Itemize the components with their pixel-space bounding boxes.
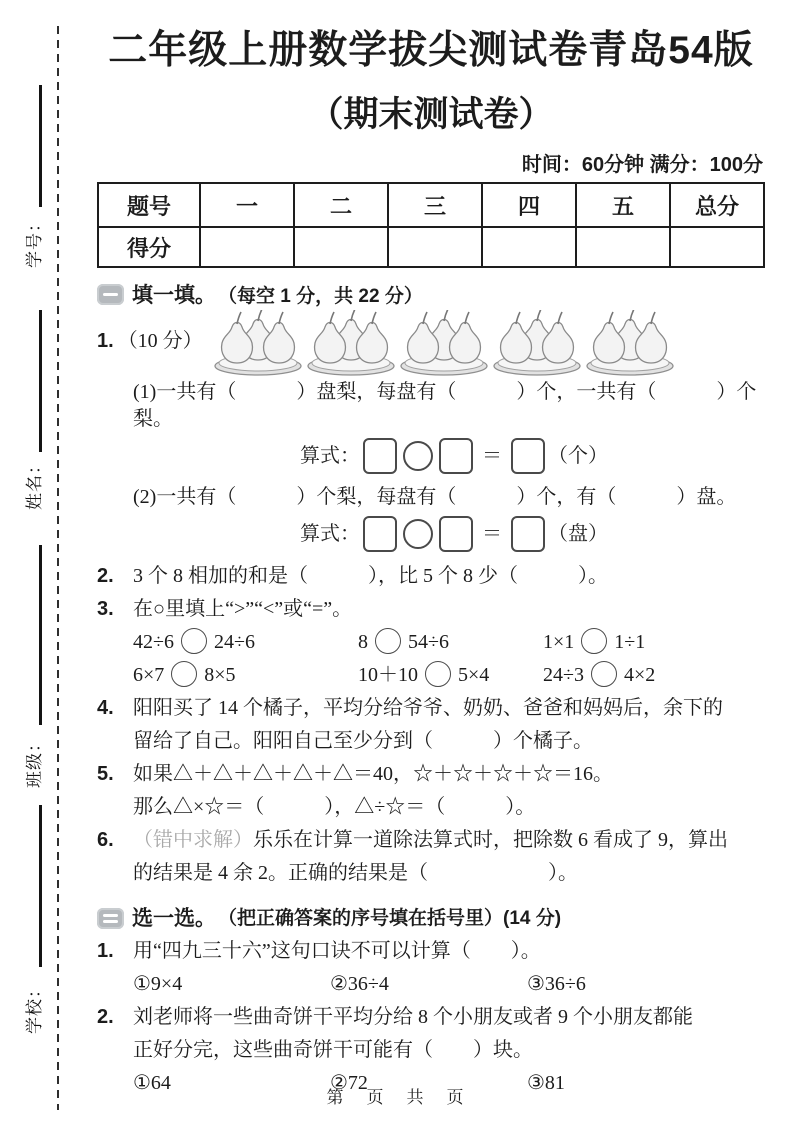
question-1 — [97, 310, 765, 376]
option-item: ①9×4 — [133, 973, 183, 995]
binding-dashed-line — [57, 26, 59, 1110]
paper-content — [97, 0, 765, 1100]
choice-question-1 — [97, 935, 765, 968]
score-table-header-cell: 二 — [294, 183, 388, 227]
question-text-line: （错中求解）乐乐在计算一道除法算式时，把除数 6 看成了 9，算出 — [133, 829, 728, 851]
question-6 — [97, 824, 765, 890]
question-number: 3. — [97, 598, 114, 620]
comparison-right: 4×2 — [623, 664, 656, 686]
question-1-part-1: (1)一共有（ ）盘梨，每盘有（ ）个，一共有（ ）个梨。 — [133, 381, 757, 430]
section-one-title: 填一填。 — [132, 284, 216, 307]
hint-tag: （错中求解） — [133, 829, 253, 851]
question-text — [133, 692, 765, 758]
question-text-line: 那么△×☆＝（ ），△÷☆＝（ ）。 — [133, 796, 536, 818]
score-table-header-cell: 总分 — [670, 183, 764, 227]
score-table-header-cell: 五 — [576, 183, 670, 227]
formula-label: 算式： — [300, 523, 360, 545]
question-text — [133, 1001, 765, 1067]
section-two-badge-icon — [97, 908, 124, 929]
comparison-answer-circle — [581, 628, 607, 654]
question-2 — [97, 560, 765, 593]
question-text-line: 如果△＋△＋△＋△＋△＝40，☆＋☆＋☆＋☆＝16。 — [133, 763, 613, 785]
comparison-item — [133, 659, 358, 692]
section-one-badge-icon — [97, 284, 124, 305]
question-text-line: 正好分完，这些曲奇饼干可能有（ ）块。 — [133, 1039, 533, 1061]
question-text-line: 的结果是 4 余 2。正确的结果是（ ）。 — [133, 862, 578, 884]
section-two-header — [97, 902, 765, 935]
score-table-header-cell: 一 — [200, 183, 294, 227]
comparison-left: 42÷6 — [133, 631, 174, 653]
comparison-answer-circle — [171, 661, 197, 687]
score-table — [97, 182, 765, 268]
student-id-label: 学号： — [25, 214, 44, 268]
choice-question-2 — [97, 1001, 765, 1067]
formula-operator-circle — [403, 441, 433, 471]
section-two-note: （把正确答案的序号填在括号里）(14 分) — [218, 908, 562, 929]
comparison-item — [543, 659, 765, 692]
comparison-right: 5×4 — [458, 664, 490, 686]
formula-blank-box — [439, 516, 473, 552]
pear-plates-illustration — [213, 310, 675, 381]
section-one-header — [97, 280, 765, 308]
comparison-item — [133, 626, 358, 659]
comparison-left: 8 — [358, 631, 368, 653]
comparison-answer-circle — [181, 628, 207, 654]
question-text-line: 留给了自己。阳阳自己至少分到（ ）个橘子。 — [133, 730, 593, 752]
formula-label: 算式： — [300, 445, 360, 467]
name-label: 姓名： — [25, 456, 44, 510]
comparison-left: 1×1 — [543, 631, 575, 653]
question-4 — [97, 692, 765, 758]
formula-unit: （个） — [548, 445, 608, 467]
class-label: 班级： — [25, 734, 44, 788]
comparison-left: 24÷3 — [543, 664, 584, 686]
question-3 — [97, 593, 765, 626]
comparison-right: 1÷1 — [614, 631, 646, 653]
question-text: 3 个 8 相加的和是（ ），比 5 个 8 少（ ）。 — [133, 565, 608, 587]
score-label-cell: 得分 — [98, 227, 200, 267]
formula-blank-box — [511, 438, 545, 474]
comparison-left: 10＋10 — [358, 664, 418, 686]
score-table-header-cell: 题号 — [98, 183, 200, 227]
option-item: ②36÷4 — [330, 973, 389, 995]
option-item: ①64 — [133, 1072, 171, 1094]
question-number: 2. — [97, 565, 114, 587]
exam-meta: 时间：60分钟 满分：100分 — [521, 154, 763, 176]
question-number: 2. — [97, 1006, 114, 1028]
formula-blank-box — [363, 438, 397, 474]
sidebar-divider-line — [39, 85, 42, 207]
page-subtitle: （期末测试卷） — [308, 95, 554, 134]
footer-page-label: 第 页 共 页 — [326, 1088, 467, 1107]
binding-margin-sidebar — [0, 0, 62, 1122]
question-number: 5. — [97, 763, 114, 785]
comparison-grid — [97, 626, 765, 692]
page-title: 二年级上册数学拔尖测试卷青岛54版 — [108, 29, 754, 72]
option-item: ③81 — [527, 1072, 565, 1094]
formula-unit: （盘） — [548, 523, 608, 545]
sidebar-divider-line — [39, 545, 42, 725]
question-text-line: 阳阳买了 14 个橘子，平均分给爷爷、奶奶、爸爸和妈妈后，余下的 — [133, 697, 723, 719]
score-empty-cell — [200, 227, 294, 267]
question-number: 1. — [97, 940, 114, 962]
formula-row-2 — [300, 514, 765, 554]
formula-blank-box — [363, 516, 397, 552]
comparison-item — [358, 626, 543, 659]
score-empty-cell — [670, 227, 764, 267]
comparison-right: 54÷6 — [408, 631, 449, 653]
question-text: 在○里填上“>”“<”或“=”。 — [133, 598, 353, 620]
option-item: ②72 — [330, 1072, 368, 1094]
question-text — [133, 758, 765, 824]
question-5 — [97, 758, 765, 824]
question-1-label — [97, 324, 203, 353]
comparison-right: 24÷6 — [213, 631, 255, 653]
options-row — [97, 968, 765, 1001]
score-table-score-row — [98, 227, 764, 267]
formula-blank-box — [439, 438, 473, 474]
section-two-title: 选一选。 — [132, 907, 216, 930]
school-label: 学校： — [25, 980, 44, 1034]
comparison-answer-circle — [591, 661, 617, 687]
comparison-answer-circle — [375, 628, 401, 654]
comparison-item — [358, 659, 543, 692]
question-number: 6. — [97, 829, 114, 851]
question-text-line: 刘老师将一些曲奇饼干平均分给 8 个小朋友或者 9 个小朋友都能 — [133, 1006, 693, 1028]
formula-operator-circle — [403, 519, 433, 549]
formula-blank-box — [511, 516, 545, 552]
formula-row-1 — [300, 436, 765, 476]
score-empty-cell — [576, 227, 670, 267]
score-table-header-cell: 四 — [482, 183, 576, 227]
equals-sign: ＝ — [482, 445, 502, 467]
section-one-note: （每空 1 分，共 22 分） — [218, 285, 423, 307]
score-table-header-cell: 三 — [388, 183, 482, 227]
score-table-header-row — [98, 183, 764, 227]
score-empty-cell — [388, 227, 482, 267]
equals-sign: ＝ — [482, 523, 502, 545]
sidebar-divider-line — [39, 805, 42, 967]
question-score: （10 分） — [117, 330, 203, 352]
option-item: ③36÷6 — [527, 973, 586, 995]
comparison-right: 8×5 — [204, 664, 236, 686]
question-text — [133, 824, 765, 890]
score-empty-cell — [482, 227, 576, 267]
question-1-part-2: (2)一共有（ ）个梨，每盘有（ ）个，有（ ）盘。 — [133, 486, 737, 508]
sidebar-divider-line — [39, 310, 42, 452]
comparison-left: 6×7 — [133, 664, 165, 686]
question-number: 4. — [97, 697, 114, 719]
question-number: 1. — [97, 330, 114, 352]
score-empty-cell — [294, 227, 388, 267]
question-text: 用“四九三十六”这句口诀不可以计算（ ）。 — [133, 940, 541, 962]
comparison-item — [543, 626, 765, 659]
comparison-answer-circle — [425, 661, 451, 687]
